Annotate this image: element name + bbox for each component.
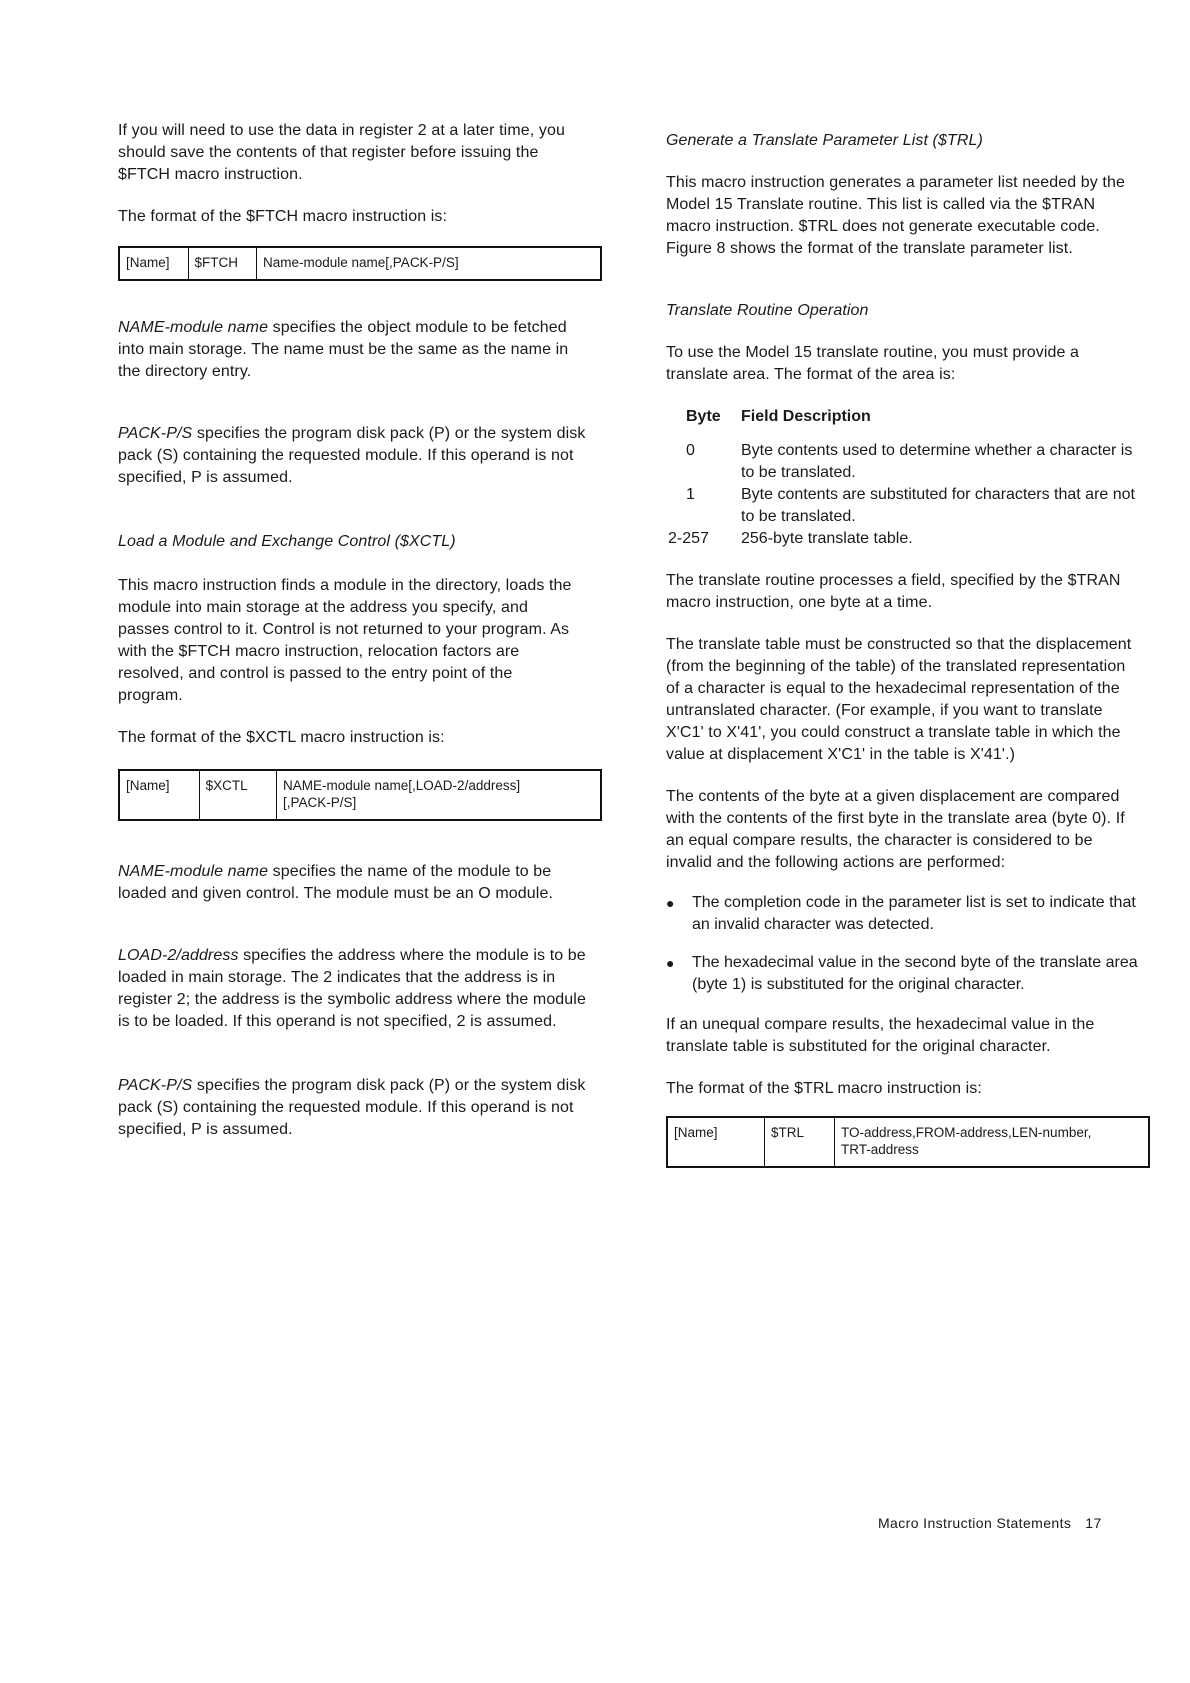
syntax-operands-cell bbox=[835, 1117, 1150, 1167]
footer-title: Macro Instruction Statements bbox=[878, 1515, 1072, 1531]
operand-desc: specifies the name of the module to be loaded and given control. The module must be an O module. bbox=[118, 863, 554, 902]
description-cell: Byte contents used to determine whether a character is to be translated. bbox=[741, 442, 1133, 481]
operand-term: NAME-module name bbox=[118, 863, 269, 880]
column-header-description: Field Description bbox=[741, 408, 871, 425]
operands-line: TRT-address bbox=[841, 1142, 919, 1157]
syntax-name-cell: [Name] bbox=[119, 770, 199, 820]
trl-syntax-box bbox=[666, 1116, 1150, 1168]
operation-description: To use the Model 15 translate routine, you must provide a translate area. The format of the area is: bbox=[666, 344, 1080, 383]
fetch-name-operand bbox=[118, 317, 588, 383]
translate-area-table bbox=[666, 406, 1146, 550]
description-cell: Byte contents are substituted for characters that are not to be translated. bbox=[741, 486, 1135, 525]
table-row bbox=[666, 528, 1146, 550]
trl-format-intro: The format of the $TRL macro instruction is: bbox=[666, 1080, 982, 1097]
xctl-name-operand bbox=[118, 861, 588, 905]
table-row bbox=[666, 440, 1146, 484]
xctl-pack-operand bbox=[118, 1075, 588, 1141]
syntax-op-cell: $XCTL bbox=[199, 770, 276, 820]
list-item bbox=[666, 952, 1138, 996]
column-header-byte: Byte bbox=[686, 408, 721, 425]
byte-cell: 0 bbox=[686, 442, 695, 459]
fetch-format-intro: The format of the $FTCH macro instruction is: bbox=[118, 208, 448, 225]
list-item-text: The completion code in the parameter list is set to indicate that an invalid character was detected. bbox=[692, 894, 1136, 933]
byte-cell: 2-257 bbox=[668, 530, 709, 547]
translate-table-paragraph: The translate table must be constructed so that the displacement (from the beginning of the table) of the translated representation of a character is equal to the hexadecimal representation of the untranslated character. (For example, if you want to translate X'C1' to X'41', you could construct a translate table in which the value at displacement X'C1' in the table is X'41'.) bbox=[666, 636, 1132, 763]
fetch-syntax-box bbox=[118, 246, 602, 281]
operands-line: NAME-module name[,LOAD-2/address] bbox=[283, 778, 521, 793]
syntax-operands-cell bbox=[277, 770, 602, 820]
trl-heading: Generate a Translate Parameter List ($TRL) bbox=[666, 132, 983, 149]
intro-paragraph: If you will need to use the data in register 2 at a later time, you should save the contents of that register before issuing the $FTCH macro instruction. bbox=[118, 122, 565, 183]
operand-term: PACK-P/S bbox=[118, 425, 193, 442]
table-row bbox=[666, 484, 1146, 528]
operand-desc: specifies the program disk pack (P) or the system disk pack (S) containing the requested module. If this operand is not specified, P is assumed. bbox=[118, 425, 586, 486]
operation-heading: Translate Routine Operation bbox=[666, 302, 869, 319]
operands-line: [,PACK-P/S] bbox=[283, 795, 357, 810]
operand-term: NAME-module name bbox=[118, 319, 269, 336]
list-item-text: The hexadecimal value in the second byte of the translate area (byte 1) is substituted for the original character. bbox=[692, 954, 1138, 993]
page-number: 17 bbox=[1085, 1515, 1102, 1531]
operand-desc: specifies the program disk pack (P) or the system disk pack (S) containing the requested module. If this operand is not specified, P is assumed. bbox=[118, 1077, 586, 1138]
description-cell: 256-byte translate table. bbox=[741, 530, 913, 547]
bullet-icon: ● bbox=[666, 895, 675, 911]
xctl-syntax-box bbox=[118, 769, 602, 821]
table-header bbox=[666, 406, 1146, 428]
xctl-description: This macro instruction finds a module in the directory, loads the module into main storage at the address you specify, and passes control to it. Control is not returned to your program. As with the $FTCH macro instruction, relocation factors are resolved, and control is passed to the entry point of the program. bbox=[118, 577, 572, 704]
fetch-pack-operand bbox=[118, 423, 588, 489]
xctl-load-operand bbox=[118, 945, 588, 1033]
unequal-paragraph: If an unequal compare results, the hexadecimal value in the translate table is substituted for the original character. bbox=[666, 1016, 1095, 1055]
syntax-op-cell: $TRL bbox=[765, 1117, 835, 1167]
operand-desc: specifies the address where the module is to be loaded in main storage. The 2 indicates that the address is in register 2; the address is the symbolic address where the module is to be loaded. If this operand is not specified, 2 is assumed. bbox=[118, 947, 586, 1030]
left-column bbox=[118, 120, 618, 1141]
xctl-heading: Load a Module and Exchange Control ($XCTL) bbox=[118, 533, 456, 550]
syntax-name-cell: [Name] bbox=[119, 247, 188, 280]
compare-paragraph: The contents of the byte at a given displacement are compared with the contents of the first byte in the translate area (byte 0). If an equal compare results, the character is considered to be invalid and the following actions are performed: bbox=[666, 788, 1125, 871]
process-paragraph: The translate routine processes a field, specified by the $TRAN macro instruction, one byte at a time. bbox=[666, 572, 1121, 611]
syntax-name-cell: [Name] bbox=[667, 1117, 765, 1167]
byte-cell: 1 bbox=[686, 486, 695, 503]
operands-line: TO-address,FROM-address,LEN-number, bbox=[841, 1125, 1092, 1140]
right-column bbox=[666, 130, 1146, 1168]
page-footer bbox=[878, 1515, 1102, 1531]
syntax-operands-cell: Name-module name[,PACK-P/S] bbox=[263, 255, 459, 270]
operand-term: PACK-P/S bbox=[118, 1077, 193, 1094]
action-list bbox=[666, 892, 1138, 996]
trl-description: This macro instruction generates a parameter list needed by the Model 15 Translate routine. This list is called via the $TRAN macro instruction. $TRL does not generate executable code. Figure 8 shows the format of the translate parameter list. bbox=[666, 174, 1125, 257]
list-item bbox=[666, 892, 1138, 936]
bullet-icon: ● bbox=[666, 955, 675, 971]
syntax-op-cell: $FTCH bbox=[188, 247, 256, 280]
xctl-format-intro: The format of the $XCTL macro instruction is: bbox=[118, 729, 445, 746]
operand-desc: specifies the object module to be fetched into main storage. The name must be the same as the name in the directory entry. bbox=[118, 319, 569, 380]
operand-term: LOAD-2/address bbox=[118, 947, 239, 964]
